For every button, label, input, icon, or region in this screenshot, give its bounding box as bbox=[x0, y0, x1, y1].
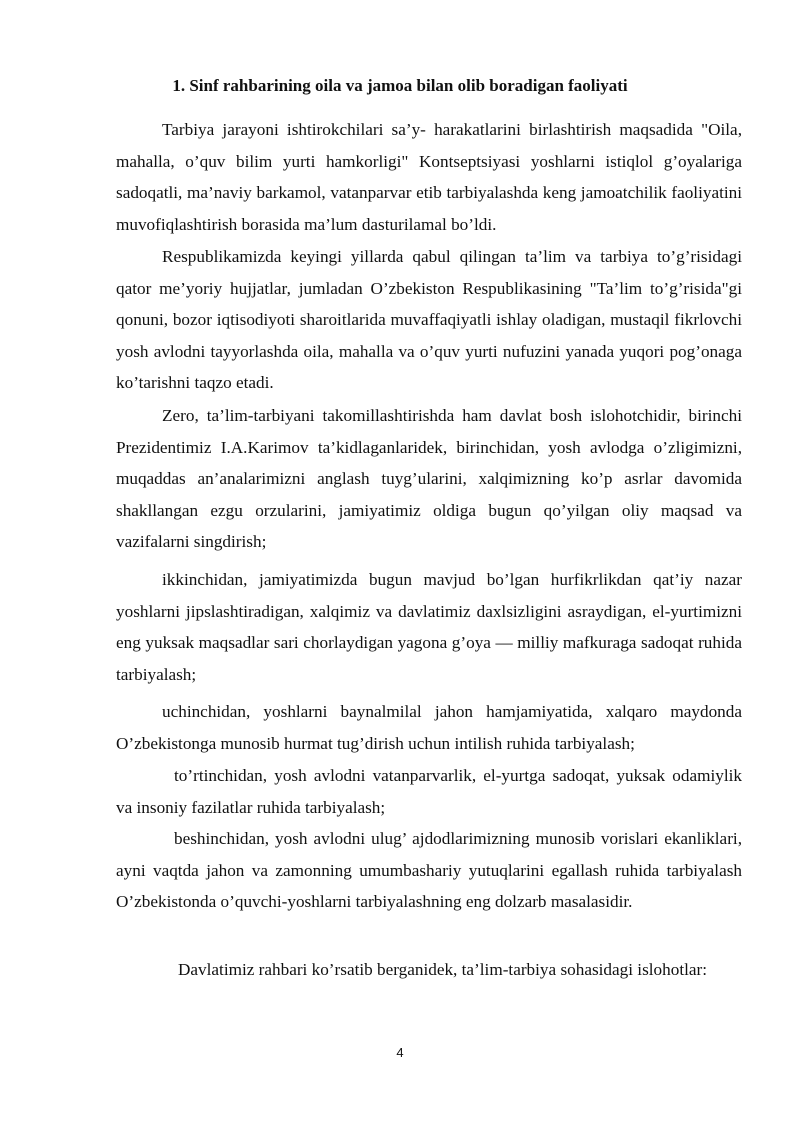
paragraph-6: to’rtinchidan, yosh avlodni vatanparvarlik, el-yurtga sadoqat, yuksak odamiylik va insoniy fazilatlar ruhida tarbiyalash; bbox=[116, 766, 742, 817]
paragraph-3: Zero, ta’lim-tarbiyani takomillashtirishda ham davlat bosh islohotchidir, birinchi Prezidentimiz I.A.Karimov ta’kidlaganlaridek, birinchidan, yosh avlodga o’zligimizni, muqaddas an’analarimizni anglash tuyg’ularini, xalqimizning ko’p asrlar davomida shakllangan ezgu orzularini, jamiyatimiz oldiga bugun qo’yilgan oliy maqsad va vazifalarni singdirish; bbox=[116, 406, 742, 552]
section-heading: 1. Sinf rahbarining oila va jamoa bilan olib boradigan faoliyati bbox=[172, 76, 628, 95]
paragraph-8: Davlatimiz rahbari ko’rsatib berganidek, ta’lim-tarbiya sohasidagi islohotlar: bbox=[178, 960, 707, 979]
paragraph-7: beshinchidan, yosh avlodni ulug’ ajdodlarimizning munosib vorislari ekanliklari, ayni vaqtda jahon va zamonning umumbashariy yutuqlarini egallash ruhida tarbiyalash O’zbekistonda o’quvchi-yoshlarni tarbiyalashning eng dolzarb masalasidir. bbox=[116, 829, 742, 912]
paragraph-5: uchinchidan, yoshlarni baynalmilal jahon hamjamiyatida, xalqaro maydonda O’zbekistonga munosib hurmat tug’dirish uchun intilish ruhida tarbiyalash; bbox=[116, 702, 742, 753]
page-number: 4 bbox=[396, 1045, 404, 1060]
paragraph-1: Tarbiya jarayoni ishtirokchilari sa’y- harakatlarini birlashtirish maqsadida "Oila, mahalla, o’quv bilim yurti hamkorligi" Kontseptsiyasi yoshlarni istiqlol g’oyalariga sadoqatli, ma’naviy barkamol, vatanparvar etib tarbiyalashda keng jamoatchilik faoliyatini muvofiqlashtirish borasida ma’lum dasturilamal bo’ldi. bbox=[116, 120, 742, 234]
paragraph-4: ikkinchidan, jamiyatimizda bugun mavjud bo’lgan hurfikrlikdan qat’iy nazar yoshlarni jipslashtiradigan, xalqimiz va davlatimiz daxlsizligini asraydigan, el-yurtimizni eng yuksak maqsadlar sari chorlaydigan yagona g’oya — milliy mafkuraga sadoqat ruhida tarbiyalash; bbox=[116, 570, 742, 684]
paragraph-2: Respublikamizda keyingi yillarda qabul qilingan ta’lim va tarbiya to’g’risidagi qator me’yoriy hujjatlar, jumladan O’zbekiston Respublikasining "Ta’lim to’g’risida"gi qonuni, bozor iqtisodiyoti sharoitlarida muvaffaqiyatli ishlay oladigan, mustaqil fikrlovchi yosh avlodni tayyorlashda oila, mahalla va o’quv yurti nufuzini yanada yuqori pog’onaga ko’tarishni taqzo etadi. bbox=[116, 247, 742, 393]
